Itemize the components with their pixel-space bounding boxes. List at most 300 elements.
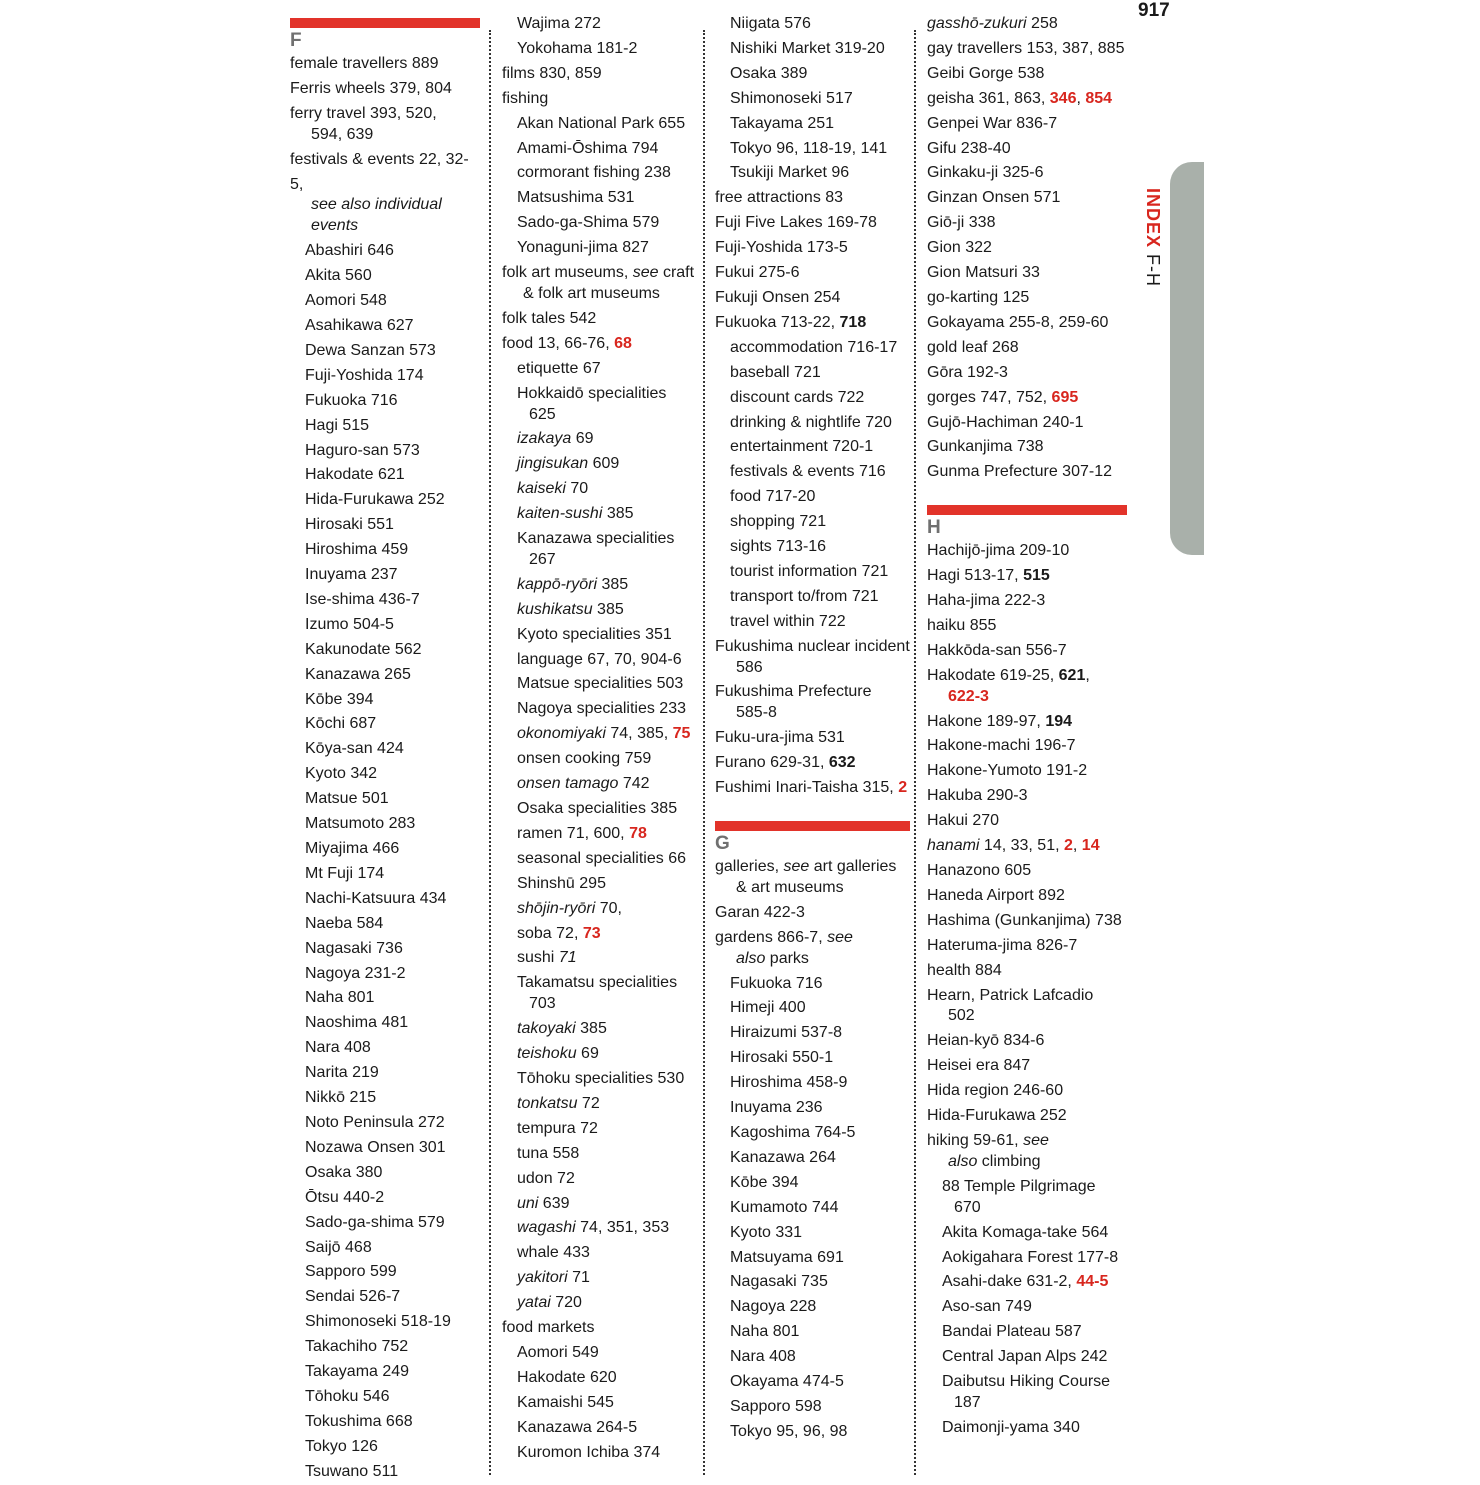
entry-line — [730, 972, 910, 997]
entry-text: craft — [658, 264, 695, 282]
index-entry — [715, 161, 910, 186]
index-entry — [290, 414, 480, 439]
entry-line — [730, 1370, 910, 1395]
index-entry — [927, 161, 1127, 186]
entry-text: 88 Temple Pilgrimage — [942, 1177, 1096, 1195]
entry-line — [942, 1270, 1127, 1295]
entry-text: 502 — [948, 1007, 975, 1025]
entry-line — [730, 510, 910, 535]
entry-text: sights 713-16 — [730, 538, 827, 556]
entry-text: Kanazawa 264 — [730, 1148, 836, 1166]
index-entry — [927, 1270, 1127, 1295]
index-entry — [927, 286, 1127, 311]
index-entry — [290, 1360, 480, 1385]
index-entry — [290, 912, 480, 937]
index-entry — [290, 737, 480, 762]
index-entry — [502, 1266, 702, 1291]
entry-text: Giō-ji 338 — [927, 214, 996, 232]
entry-text: Fuji-Yoshida 173-5 — [715, 239, 848, 257]
index-entry — [502, 922, 702, 947]
entry-line — [517, 357, 702, 382]
entry-text: yakitori — [517, 1269, 568, 1287]
entry-line — [730, 1071, 910, 1096]
index-entry — [502, 573, 702, 598]
entry-line — [927, 589, 1127, 614]
entry-text: tonkatsu — [517, 1094, 578, 1112]
entry-text: jingisukan — [517, 455, 589, 473]
entry-line — [927, 859, 1127, 884]
index-entry — [927, 1345, 1127, 1370]
index-entry — [927, 909, 1127, 934]
index-entry — [715, 1046, 910, 1071]
entry-line — [730, 336, 910, 361]
entry-line — [517, 1366, 702, 1391]
entry-text: Gion 322 — [927, 239, 992, 257]
entry-text: Ginzan Onsen 571 — [927, 189, 1061, 207]
entry-text: female travellers 889 — [290, 55, 439, 72]
index-entry — [502, 722, 702, 747]
entry-text: 621 — [1058, 666, 1086, 684]
index-entry — [715, 610, 910, 635]
entry-text: Noto Peninsula 272 — [305, 1113, 445, 1131]
index-side-tab — [1170, 162, 1204, 555]
entry-line — [305, 538, 480, 563]
entry-line — [517, 1416, 702, 1441]
entry-text: Izumo 504-5 — [305, 615, 394, 633]
entry-line — [305, 1186, 480, 1211]
entry-line — [927, 1054, 1127, 1079]
index-entry — [927, 361, 1127, 386]
entry-text: Tokyo 96, 118-19, 141 — [730, 139, 888, 157]
entry-line — [715, 286, 910, 311]
entry-line — [730, 62, 910, 87]
entry-text: 194 — [1045, 712, 1073, 730]
index-label-range: F-H — [1143, 254, 1163, 288]
entry-line — [305, 389, 480, 414]
entry-line — [730, 610, 910, 635]
entry-text: Sendai 526-7 — [305, 1288, 401, 1306]
entry-text: 385 — [602, 505, 634, 523]
entry-line — [305, 638, 480, 663]
index-column-4 — [927, 12, 1127, 1441]
entry-text: see — [632, 264, 659, 282]
entry-line — [305, 937, 480, 962]
index-entry — [290, 1036, 480, 1061]
index-entry — [290, 986, 480, 1011]
entry-line — [305, 1285, 480, 1310]
entry-line — [305, 1385, 480, 1410]
index-entry — [290, 762, 480, 787]
entry-text: Mt Fuji 174 — [305, 864, 385, 882]
entry-text: 720 — [550, 1294, 582, 1312]
entry-text: Kōbe 394 — [305, 690, 374, 708]
index-entry — [715, 12, 910, 37]
entry-text: fishing — [502, 89, 549, 107]
entry-text: cormorant fishing 238 — [517, 164, 671, 182]
entry-text: uni — [517, 1194, 539, 1212]
entry-text: go-karting 125 — [927, 288, 1030, 306]
entry-line — [730, 361, 910, 386]
entry-text: Kyoto 331 — [730, 1223, 803, 1241]
entry-line — [927, 710, 1127, 735]
entry-text: Naha 801 — [305, 989, 375, 1007]
entry-text: Kyoto specialities 351 — [517, 625, 672, 643]
entry-text: seasonal specialities 66 — [517, 849, 686, 867]
entry-line — [730, 1420, 910, 1445]
entry-line — [927, 809, 1127, 834]
entry-line — [927, 884, 1127, 909]
entry-line — [305, 588, 480, 613]
entry-text: 854 — [1085, 89, 1113, 107]
entry-text: onsen cooking 759 — [517, 750, 652, 768]
entry-text: Asahi-dake 631-2, — [942, 1273, 1077, 1291]
entry-text: food 13, 66-76, — [502, 334, 615, 352]
entry-text: 78 — [629, 824, 647, 842]
index-entry — [927, 1029, 1127, 1054]
entry-text: transport to/from 721 — [730, 587, 879, 605]
entry-line — [517, 623, 702, 648]
entry-line — [517, 1341, 702, 1366]
index-entry — [502, 1416, 702, 1441]
entry-text: teishoku — [517, 1045, 577, 1063]
entry-text: Sado-ga-shima 579 — [305, 1213, 445, 1231]
index-entry — [502, 307, 702, 332]
index-entry — [715, 1295, 910, 1320]
index-entry — [927, 12, 1127, 37]
index-entry — [502, 697, 702, 722]
entry-text: & folk art museums — [523, 284, 660, 302]
entry-text: Aso-san 749 — [942, 1298, 1032, 1316]
entry-text: Tōhoku 546 — [305, 1387, 390, 1405]
entry-line — [305, 1460, 480, 1485]
entry-text: folk art museums, — [502, 264, 633, 282]
entry-text: okonomiyaki — [517, 725, 606, 743]
entry-text: Naha 801 — [730, 1323, 800, 1341]
entry-text: 594, 639 — [311, 125, 374, 143]
index-entry — [290, 339, 480, 364]
index-entry — [927, 859, 1127, 884]
entry-text: Yokohama 181-2 — [517, 39, 638, 57]
index-entry — [502, 672, 702, 697]
entry-line — [927, 186, 1127, 211]
entry-text: ramen 71, 600, — [517, 824, 630, 842]
index-entry — [502, 527, 702, 573]
entry-line — [517, 112, 702, 137]
index-entry — [502, 1366, 702, 1391]
entry-text: Hakkōda-san 556-7 — [927, 641, 1067, 659]
index-entry — [502, 797, 702, 822]
index-entry — [290, 389, 480, 414]
entry-text: gay travellers 153, 387, 885 — [927, 39, 1125, 57]
entry-text: Fukushima Prefecture — [715, 683, 872, 701]
entry-text: Hakodate 621 — [305, 466, 405, 484]
index-entry — [927, 710, 1127, 735]
entry-line — [517, 697, 702, 722]
index-entry — [715, 435, 910, 460]
entry-text: 75 — [672, 725, 691, 743]
entry-text: haiku 855 — [927, 616, 997, 634]
index-entry — [927, 809, 1127, 834]
entry-text: Kanazawa specialities — [517, 530, 675, 548]
entry-text: Garan 422-3 — [715, 903, 805, 921]
index-entry — [502, 1117, 702, 1142]
index-label-word: INDEX — [1143, 188, 1163, 249]
entry-line — [730, 460, 910, 485]
index-entry — [502, 261, 702, 307]
entry-line — [715, 311, 910, 336]
index-entry — [502, 747, 702, 772]
section-letter: F — [290, 30, 302, 51]
entry-line — [305, 737, 480, 762]
index-column-3 — [715, 12, 910, 1445]
index-entry — [290, 937, 480, 962]
entry-text: whale 433 — [517, 1244, 590, 1262]
index-entry — [927, 1370, 1127, 1416]
entry-line — [517, 922, 702, 947]
index-entry — [715, 1246, 910, 1271]
entry-text: Haha-jima 222-3 — [927, 592, 1046, 610]
entry-line — [305, 1335, 480, 1360]
entry-text: 74, 351, 353 — [575, 1219, 670, 1237]
entry-line — [305, 1260, 480, 1285]
entry-line — [517, 1291, 702, 1316]
index-entry — [927, 984, 1127, 1030]
index-entry — [715, 1171, 910, 1196]
entry-line — [517, 822, 702, 847]
index-entry — [927, 1295, 1127, 1320]
entry-text: , — [1072, 837, 1082, 855]
entry-line — [305, 364, 480, 389]
entry-text: Kōbe 394 — [730, 1173, 799, 1191]
entry-text: Matsue 501 — [305, 790, 389, 808]
entry-line — [517, 1216, 702, 1241]
entry-line — [305, 812, 480, 837]
entry-text: shōjin-ryōri — [517, 899, 596, 917]
index-entry — [290, 862, 480, 887]
entry-line — [517, 1017, 702, 1042]
entry-text: 187 — [954, 1393, 981, 1411]
entry-text: Osaka 380 — [305, 1163, 383, 1181]
index-entry — [290, 812, 480, 837]
entry-text: baseball 721 — [730, 363, 821, 381]
index-entry — [927, 1054, 1127, 1079]
entry-line — [927, 1079, 1127, 1104]
entry-line — [305, 414, 480, 439]
index-entry — [715, 87, 910, 112]
entry-text: Kakunodate 562 — [305, 640, 422, 658]
index-entry — [715, 311, 910, 336]
index-entry — [290, 613, 480, 638]
index-entry — [290, 264, 480, 289]
index-entry — [927, 336, 1127, 361]
entry-line — [305, 1011, 480, 1036]
entry-line — [730, 1246, 910, 1271]
entry-line — [305, 1310, 480, 1335]
entry-line — [517, 502, 702, 527]
entry-line — [730, 386, 910, 411]
entry-text: Hakone 189-97, — [927, 712, 1046, 730]
index-entry — [502, 1291, 702, 1316]
entry-text: Hirosaki 551 — [305, 516, 394, 534]
entry-text: wagashi — [517, 1219, 576, 1237]
entry-text: Matsumoto 283 — [305, 815, 416, 833]
entry-text: 586 — [736, 658, 763, 676]
index-entry — [290, 1260, 480, 1285]
entry-line — [290, 52, 480, 77]
entry-text: Takachiho 752 — [305, 1338, 409, 1356]
entry-text: food 717-20 — [730, 488, 816, 506]
entry-text: Kanazawa 264-5 — [517, 1418, 638, 1436]
entry-text: Ise-shima 436-7 — [305, 590, 420, 608]
entry-line — [730, 112, 910, 137]
entry-line — [517, 598, 702, 623]
entry-text: Hiroshima 459 — [305, 541, 409, 559]
index-entry — [502, 1092, 702, 1117]
index-entry — [290, 712, 480, 737]
index-entry — [290, 663, 480, 688]
entry-line — [730, 12, 910, 37]
entry-line — [517, 648, 702, 673]
entry-text: Matsushima 531 — [517, 189, 635, 207]
entry-text: Ferris wheels 379, 804 — [290, 79, 452, 97]
entry-text: 622-3 — [948, 687, 989, 705]
entry-text: 72 — [577, 1094, 600, 1112]
index-entry — [715, 1096, 910, 1121]
index-entry — [927, 1079, 1127, 1104]
entry-text: 515 — [1023, 567, 1050, 585]
index-entry — [290, 1236, 480, 1261]
index-entry — [715, 1345, 910, 1370]
entry-text: Tokyo 126 — [305, 1437, 378, 1455]
index-entry — [502, 186, 702, 211]
entry-continuation — [290, 214, 480, 239]
entry-text: Nagasaki 735 — [730, 1273, 828, 1291]
entry-text: Hida-Furukawa 252 — [305, 491, 445, 509]
entry-text: Tsukiji Market 96 — [730, 164, 850, 182]
index-entry — [290, 688, 480, 713]
index-entry — [715, 1320, 910, 1345]
index-entry — [715, 386, 910, 411]
index-entry — [927, 1320, 1127, 1345]
entry-line — [927, 759, 1127, 784]
entry-text: 385 — [575, 1020, 607, 1038]
index-entry — [290, 638, 480, 663]
index-entry — [502, 822, 702, 847]
entry-text: 14, 33, 51, — [979, 837, 1064, 855]
entry-text: entertainment 720-1 — [730, 438, 874, 456]
entry-text: Daimonji-yama 340 — [942, 1418, 1080, 1436]
entry-text: geisha 361, 863, — [927, 89, 1050, 107]
entry-text: Fukuji Onsen 254 — [715, 288, 841, 306]
entry-line — [715, 186, 910, 211]
entry-text: 385 — [597, 575, 629, 593]
section-letter: H — [927, 517, 941, 539]
entry-text: Saijō 468 — [305, 1238, 372, 1256]
index-entry — [715, 1370, 910, 1395]
entry-line — [517, 897, 702, 922]
entry-text: Hearn, Patrick Lafcadio — [927, 986, 1094, 1004]
entry-line — [927, 539, 1127, 564]
entry-text: Genpei War 836-7 — [927, 114, 1058, 132]
index-entry — [715, 751, 910, 776]
entry-line — [927, 261, 1127, 286]
index-entry — [290, 289, 480, 314]
entry-text: Kagoshima 764-5 — [730, 1123, 856, 1141]
entry-line — [305, 1236, 480, 1261]
entry-text: films 830, 859 — [502, 64, 602, 82]
entry-line — [730, 1146, 910, 1171]
index-entry — [927, 37, 1127, 62]
entry-text: travel within 722 — [730, 612, 846, 630]
entry-text: Tokyo 95, 96, 98 — [730, 1422, 848, 1440]
entry-text: kappō-ryōri — [517, 575, 598, 593]
entry-text: Kumamoto 744 — [730, 1198, 839, 1216]
entry-text: Naeba 584 — [305, 914, 384, 932]
entry-text: Gujō-Hachiman 240-1 — [927, 413, 1084, 431]
entry-line — [305, 513, 480, 538]
entry-text: also — [736, 949, 766, 967]
index-entry — [290, 364, 480, 389]
index-entry — [502, 623, 702, 648]
index-entry — [927, 386, 1127, 411]
entry-line — [730, 1320, 910, 1345]
index-entry — [715, 1270, 910, 1295]
entry-text: Hateruma-jima 826-7 — [927, 936, 1078, 954]
entry-line — [305, 463, 480, 488]
entry-text: Hachijō-jima 209-10 — [927, 542, 1070, 560]
entry-text: 703 — [529, 995, 556, 1013]
entry-line — [305, 1111, 480, 1136]
entry-text: 2 — [1064, 837, 1073, 855]
entry-text: Asahikawa 627 — [305, 316, 414, 334]
entry-line — [305, 962, 480, 987]
index-entry — [927, 1129, 1127, 1175]
entry-text: Gion Matsuri 33 — [927, 264, 1040, 282]
column-divider-3 — [914, 30, 916, 1475]
index-entry — [502, 137, 702, 162]
index-entry — [715, 585, 910, 610]
entry-text: Hakui 270 — [927, 812, 1000, 830]
entry-text: Kamaishi 545 — [517, 1393, 614, 1411]
entry-line — [502, 1316, 702, 1341]
entry-line — [502, 87, 702, 112]
entry-line — [502, 307, 702, 332]
entry-line — [517, 1117, 702, 1142]
index-entry — [502, 87, 702, 112]
entry-text: Takamatsu specialities — [517, 974, 678, 992]
entry-text: etiquette 67 — [517, 359, 601, 377]
entry-line — [927, 311, 1127, 336]
entry-continuation — [927, 1004, 1127, 1029]
entry-line — [517, 161, 702, 186]
index-entry — [715, 1021, 910, 1046]
entry-text: accommodation 716-17 — [730, 338, 898, 356]
entry-line — [715, 211, 910, 236]
index-entry — [927, 664, 1127, 710]
entry-line — [517, 1241, 702, 1266]
column-divider-1 — [489, 30, 491, 1475]
page-number: 917 — [1138, 0, 1170, 21]
index-entry — [502, 648, 702, 673]
entry-line — [305, 239, 480, 264]
index-entry — [927, 1416, 1127, 1441]
entry-text: Heian-kyō 834-6 — [927, 1032, 1045, 1050]
index-entry — [502, 897, 702, 922]
entry-text: Daibutsu Hiking Course — [942, 1373, 1111, 1391]
section-divider-bar — [927, 505, 1127, 515]
entry-text: also — [948, 1152, 978, 1170]
entry-text: 267 — [529, 550, 556, 568]
